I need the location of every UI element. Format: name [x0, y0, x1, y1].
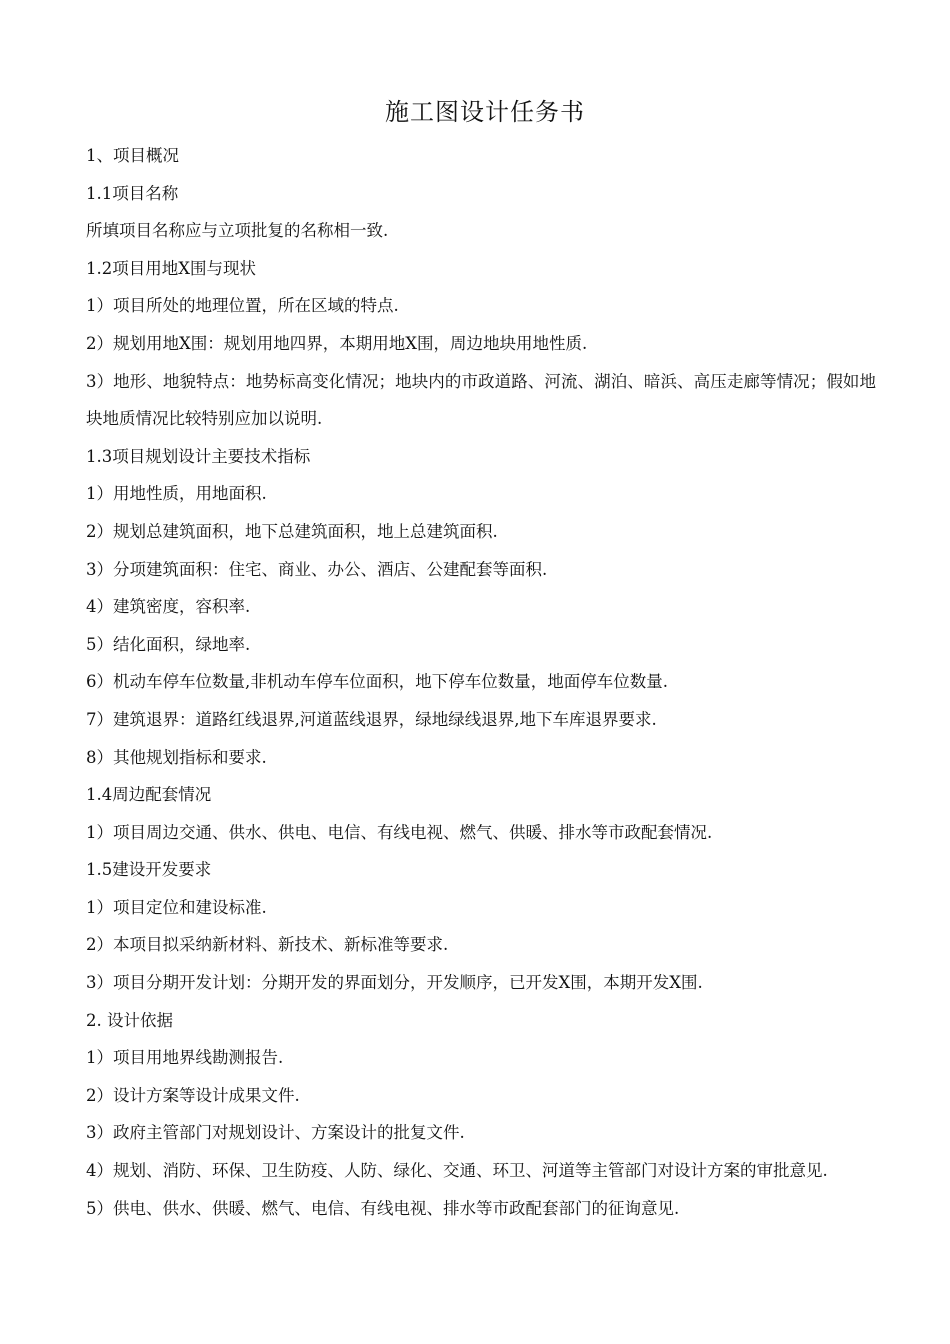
document-title: 施工图设计任务书: [385, 98, 585, 126]
list-item: 2）设计方案等设计成果文件.: [86, 1085, 300, 1105]
list-item: 2）本项目拟采纳新材料、新技术、新标准等要求.: [86, 935, 449, 955]
subsection-heading: 1.2项目用地X围与现状: [86, 258, 256, 278]
list-item: 2）规划用地X围：规划用地四界，本期用地X围，周边地块用地性质.: [86, 333, 588, 353]
list-item: 8）其他规划指标和要求.: [86, 747, 267, 767]
list-item: 3）分项建筑面积：住宅、商业、办公、酒店、公建配套等面积.: [86, 559, 548, 579]
list-item: 3）地形、地貌特点：地势标高变化情况；地块内的市政道路、河流、湖泊、暗浜、高压走廊等情况；假如地块地质情况比较特别应加以说明.: [86, 371, 876, 429]
list-item: 5）结化面积，绿地率.: [86, 634, 251, 654]
list-item: 1）项目周边交通、供水、供电、电信、有线电视、燃气、供暖、排水等市政配套情况.: [86, 822, 713, 842]
paragraph-line: 所填项目名称应与立项批复的名称相一致.: [86, 221, 389, 241]
list-item: 4）规划、消防、环保、卫生防疫、人防、绿化、交通、环卫、河道等主管部门对设计方案的审批意见.: [86, 1161, 828, 1181]
list-item: 1）项目定位和建设标准.: [86, 897, 267, 917]
list-item: 7）建筑退界：道路红线退界,河道蓝线退界，绿地绿线退界,地下车库退界要求.: [86, 709, 657, 729]
document-body: [86, 137, 876, 1227]
subsection-heading: 1.3项目规划设计主要技术指标: [86, 446, 311, 466]
subsection-heading: 1.4周边配套情况: [86, 785, 212, 805]
list-item: 6）机动车停车位数量,非机动车停车位面积，地下停车位数量，地面停车位数量.: [86, 672, 668, 692]
section-heading: 1、项目概况: [86, 146, 179, 165]
list-item: 1）项目用地界线勘测报告.: [86, 1048, 284, 1068]
list-item: 2）规划总建筑面积，地下总建筑面积，地上总建筑面积.: [86, 521, 498, 541]
list-item: 3）政府主管部门对规划设计、方案设计的批复文件.: [86, 1123, 465, 1143]
list-item: 5）供电、供水、供暖、燃气、电信、有线电视、排水等市政配套部门的征询意见.: [86, 1198, 680, 1218]
subsection-heading: 1.1项目名称: [86, 183, 179, 203]
list-item: 3）项目分期开发计划：分期开发的界面划分，开发顺序，已开发X围，本期开发X围.: [86, 973, 703, 993]
list-item: 1）项目所处的地理位置，所在区域的特点.: [86, 296, 399, 316]
subsection-heading: 1.5建设开发要求: [86, 860, 212, 880]
list-item: 4）建筑密度，容积率.: [86, 597, 251, 617]
list-item: 1）用地性质，用地面积.: [86, 484, 267, 504]
section-heading: 2. 设计依据: [86, 1010, 173, 1030]
